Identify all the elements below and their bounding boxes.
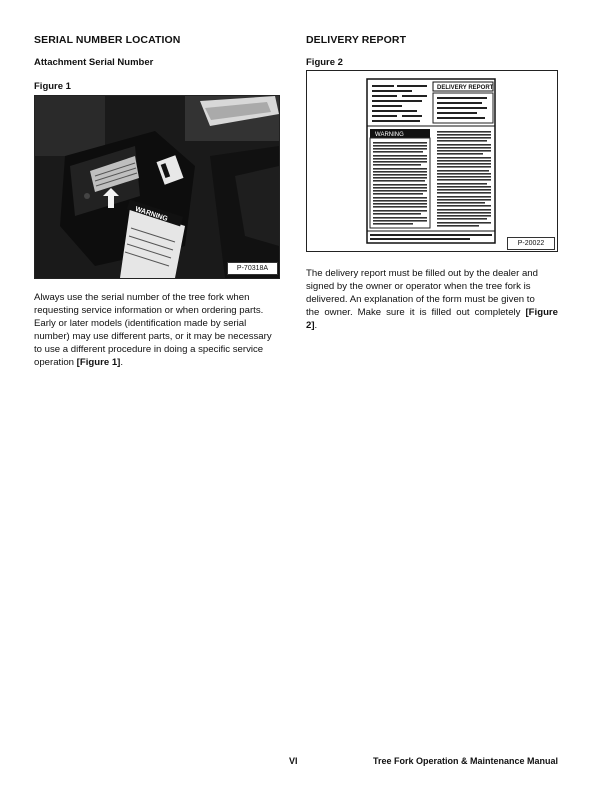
serial-number-paragraph: Always use the serial number of the tree fork when requesting service information or when ordering parts. Early or later models (identification made by serial number) may use different parts, or it may be necessary to use a different procedure in doing a specific service operation [Figure 1]. <box>34 292 272 368</box>
delivery-report-paragraph: The delivery report must be filled out by the dealer and signed by the owner or operator when the tree fork is delivered. An explanation of the form must be given to the owner. Make sure it is filled out completely [Figure 2]. <box>306 268 558 331</box>
figure-1-label: Figure 1 <box>34 81 71 92</box>
decal-warning-text: WARNING <box>134 205 169 223</box>
figure-2-tag: P-20022 <box>507 237 555 250</box>
serial-plate-photo-illustration <box>35 96 279 278</box>
attachment-serial-number-subheading: Attachment Serial Number <box>34 57 154 68</box>
figure-1-photo <box>34 95 280 279</box>
manual-title: Tree Fork Operation & Maintenance Manual <box>373 756 559 766</box>
figure-1-tag: P-70318A <box>227 262 278 275</box>
serial-number-location-heading: SERIAL NUMBER LOCATION <box>34 34 181 46</box>
delivery-report-form-illustration <box>307 71 557 251</box>
form-warning-text: WARNING <box>375 132 404 138</box>
form-title-text: DELIVERY REPORT <box>437 85 494 91</box>
delivery-report-heading: DELIVERY REPORT <box>306 34 407 46</box>
figure-2-label: Figure 2 <box>306 57 343 68</box>
figure-2-image <box>306 70 558 252</box>
page-number: VI <box>289 756 298 766</box>
